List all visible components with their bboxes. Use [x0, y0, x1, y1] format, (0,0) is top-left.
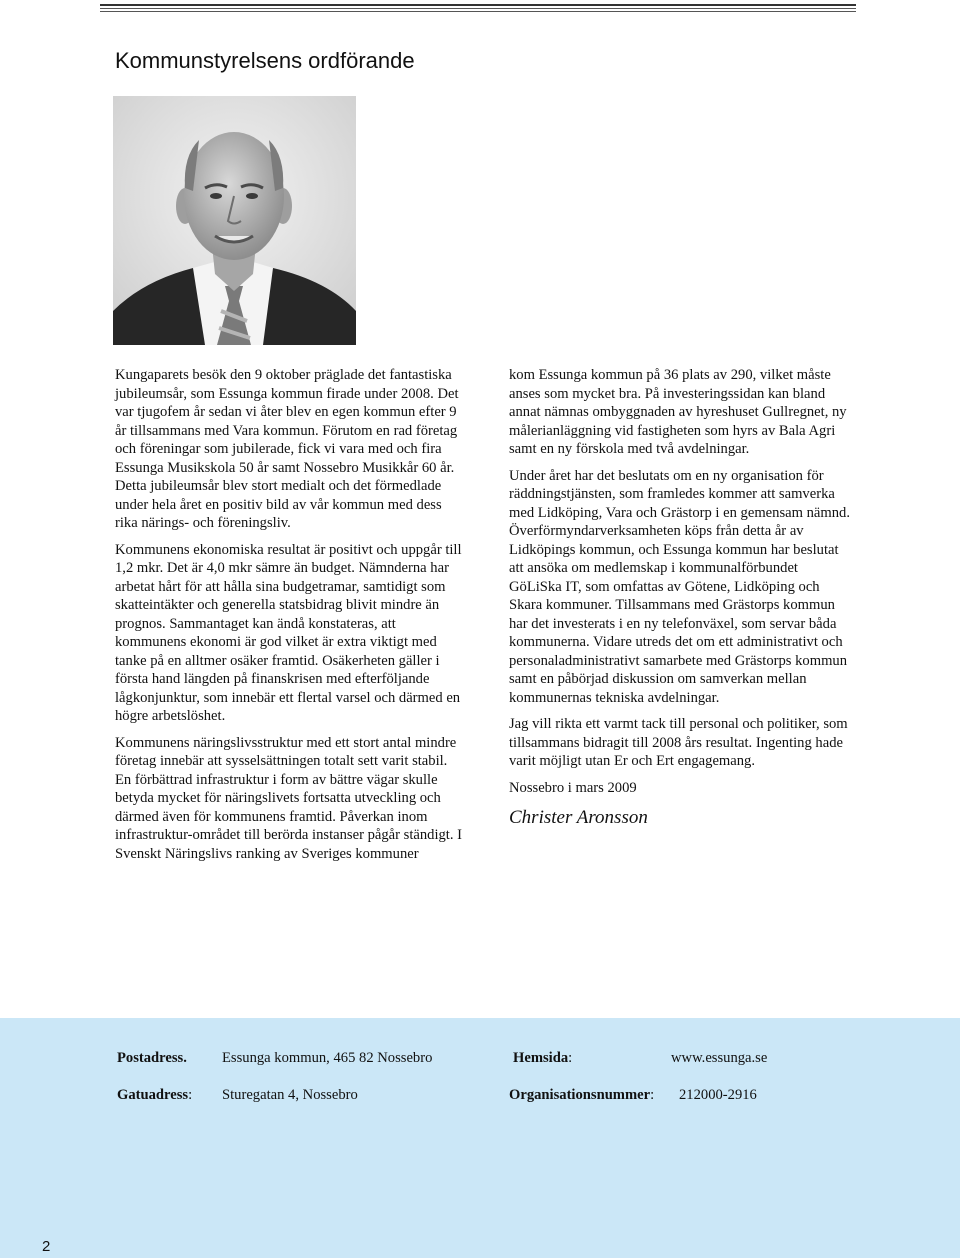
date-line: Nossebro i mars 2009	[509, 779, 637, 796]
right-column	[509, 366, 854, 828]
hemsida-label: Hemsida:	[513, 1050, 573, 1066]
orgnr-label: Organisationsnummer:	[509, 1087, 655, 1103]
postadress-label: Postadress.	[117, 1050, 187, 1066]
header-rule	[100, 8, 856, 9]
gatuadress-label: Gatuadress:	[117, 1087, 193, 1103]
portrait-photo	[113, 96, 356, 345]
paragraph: Kommunens ekonomiska resultat är positivt och uppgår till 1,2 mkr. Det är 4,0 mkr sämre än budget. Nämnderna har arbetat hårt för att hålla sina budgetramar, samtidigt som skatteintäkter och generella statsbidrag blivit mindre än prognos. Sammantaget kan ändå konstateras, att kommunens ekonomi är god vilket är extra viktigt med tanke på en alltmer osäker framtid. Osäkerheten gäller i första hand längden på finanskrisen med efterföljande lågkonjunktur, som innebär ett flertal varsel och därmed en högre arbetslöshet.	[115, 541, 462, 724]
paragraph: Kungaparets besök den 9 oktober präglade det fantastiska jubileumsår, som Essunga kommun firade under 2008. Det var tjugofem år sedan vi åter blev en egen kommun efter 9 år tillsammans med Vara kommun. Förutom en rad företag och föreningar som jubilerade, fick vi vara med och fira Essunga Musikskola 50 år samt Nossebro Musikkår 60 år. Detta jubileumsår blev stort medialt och det förmedlade under hela året en positiv bild av vår kommun med dess rika närings- och föreningsliv.	[115, 367, 459, 531]
paragraph: Jag vill rikta ett varmt tack till personal och politiker, som tillsammans bidragit till 2008 års resultat. Ingenting hade varit möjligt utan Er och Ert engagemang.	[509, 716, 848, 769]
postadress-value: Essunga kommun, 465 82 Nossebro	[222, 1050, 433, 1066]
paragraph: Under året har det beslutats om en ny organisation för räddningstjänsten, som framledes kommer att samverka med Lidköping, Vara och Grästorp i en gemensam nämnd. Överförmyndarverksamheten köps från detta år av Lidköpings kommun, och Essunga kommun har beslutat att ansöka om medlemskap i kommunalförbundet GöLiSka IT, som omfattas av Götene, Lidköping och Skara kommuner. Tillsammans med Grästorps kommun har det investerats i en ny telefonväxel, som servar båda kommunerna. Vidare utreds det om ett administrativt och personaladministrativt samarbete med Grästorps kommun samt en påbörjad diskussion om samverkan mellan kommunernas tekniska avdelningar.	[509, 467, 850, 706]
paragraph: kom Essunga kommun på 36 plats av 290, vilket måste anses som mycket bra. På investeringssidan kan bland annat nämnas ombyggnaden av hyreshuset Gullregnet, ny målerianläggning vid fastigheten som hyrs av Bala Agri samt en ny förskola med två avdelningar.	[509, 367, 847, 457]
footer	[0, 1018, 960, 1258]
header-rules	[100, 4, 856, 14]
gatuadress-value: Sturegatan 4, Nossebro	[222, 1087, 358, 1103]
left-column	[115, 366, 465, 871]
page-title: Kommunstyrelsens ordförande	[115, 48, 415, 73]
header-rule	[100, 11, 856, 12]
signature: Christer Aronsson	[509, 807, 648, 828]
paragraph: Kommunens näringslivsstruktur med ett stort antal mindre företag innebär att sysselsättningen totalt sett varit stabil. En förbättrad infrastruktur i form av bättre vägar skulle betyda mycket för näringslivets fortsatta utveckling och därmed även för kommunens framtid. Påverkan inom infrastruktur-området till berörda instanser pågår ständigt. I Svenskt Näringslivs ranking av Sveriges kommuner	[115, 734, 463, 862]
hemsida-link[interactable]: www.essunga.se	[671, 1050, 768, 1066]
page-number: 2	[42, 1238, 51, 1255]
header-rule	[100, 4, 856, 6]
orgnr-value: 212000-2916	[679, 1087, 757, 1103]
portrait-illustration	[113, 96, 356, 345]
